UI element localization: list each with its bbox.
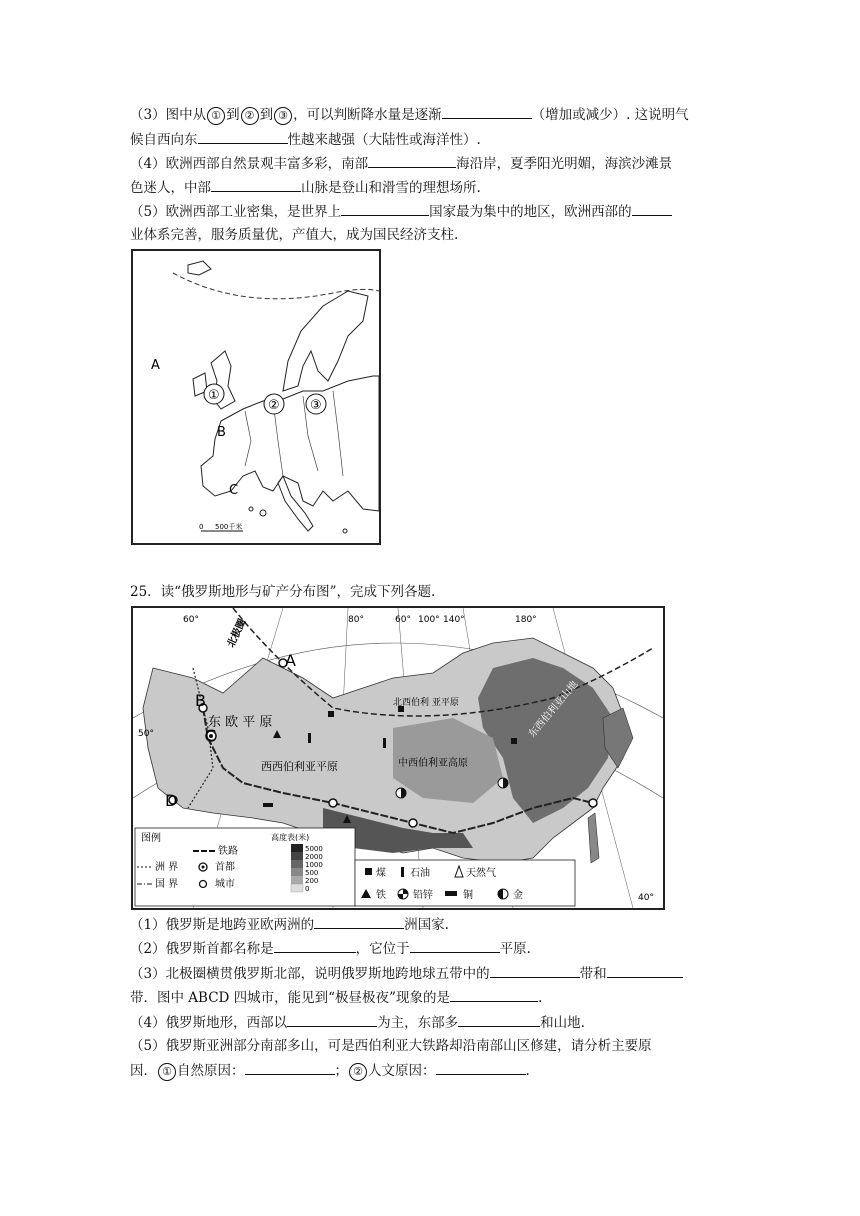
q24-line4a: （4）欧洲西部自然景观丰富多彩，南部 海沿岸，夏季阳光明媚，海滨沙滩景 (130, 153, 672, 174)
svg-text:铁: 铁 (376, 890, 386, 901)
answer-blank[interactable] (410, 938, 500, 953)
answer-blank[interactable] (287, 1012, 377, 1027)
svg-text:60°: 60° (183, 615, 199, 625)
q24-line5b: 业体系完善，服务质量优，产值大，成为国民经济支柱. (130, 227, 459, 243)
island (343, 529, 347, 533)
svg-text:高度表(米): 高度表(米) (271, 833, 310, 842)
answer-blank[interactable] (198, 129, 288, 144)
svg-text:洲 界: 洲 界 (155, 862, 179, 873)
svg-text:0: 0 (305, 885, 310, 893)
oil-marker (308, 733, 311, 743)
mainland-outline (201, 376, 379, 511)
answer-blank[interactable] (450, 987, 538, 1002)
svg-text:A: A (285, 651, 296, 670)
svg-text:城市: 城市 (215, 879, 235, 890)
legend-copper-symbol (445, 891, 457, 896)
island (249, 507, 253, 511)
copper-marker (263, 803, 273, 807)
russia-map-drawing (133, 608, 663, 908)
svg-text:D: D (165, 791, 178, 810)
answer-blank[interactable] (211, 177, 301, 192)
label-a: A (151, 358, 160, 373)
svg-text:200: 200 (305, 877, 319, 885)
svg-text:北极圈: 北极圈 (225, 617, 249, 650)
europe-map (131, 249, 381, 545)
europe-map-drawing (133, 251, 379, 543)
legend-city-symbol (200, 881, 207, 888)
svg-text:天然气: 天然气 (466, 868, 496, 879)
q24-line3a: （3）图中从 ① 到 ② 到 ③ ，可以判断降水量是逐渐 （增加或减少）. 这说明气 (130, 104, 689, 125)
q25-line3a: （3）北极圈横贯俄罗斯北部，说明俄罗斯地跨地球五带中的 带和 (130, 963, 683, 984)
label-b: B (217, 425, 226, 440)
svg-text:80°: 80° (348, 615, 364, 625)
answer-blank[interactable] (442, 104, 532, 119)
q24-line3b: 候自西向东 性越来越强（大陆性或海洋性）. (130, 129, 481, 150)
svg-text:中西伯利亚高原: 中西伯利亚高原 (398, 758, 468, 769)
q25-intro: 25．读“俄罗斯地形与矿产分布图”，完成下列各题. (130, 584, 436, 600)
city-marker (329, 799, 337, 807)
answer-blank[interactable] (314, 914, 404, 929)
svg-text:铁路: 铁路 (218, 846, 238, 857)
arctic-circle-line (173, 273, 379, 299)
country-borders (245, 391, 343, 476)
answer-blank[interactable] (274, 938, 356, 953)
coal-marker (511, 738, 517, 744)
svg-text:铅锌: 铅锌 (413, 890, 433, 901)
answer-blank[interactable] (607, 963, 683, 978)
q25-line4: （4）俄罗斯地形，西部以 为主，东部多 和山地. (130, 1012, 585, 1033)
svg-text:②: ② (268, 398, 280, 413)
legend-oil-symbol (401, 867, 404, 877)
q25-line5b: 因． ① 自然原因： ； ② 人文原因： . (130, 1060, 530, 1081)
svg-text:铜: 铜 (463, 890, 473, 901)
city-marker (589, 799, 597, 807)
svg-text:C: C (205, 726, 217, 745)
sakhalin (588, 813, 599, 863)
answer-blank[interactable] (490, 963, 580, 978)
svg-text:石油: 石油 (410, 868, 430, 879)
legend-coal-symbol (365, 868, 372, 875)
label-c: C (229, 483, 239, 498)
q25-line1: （1）俄罗斯是地跨亚欧两洲的 洲国家. (130, 914, 449, 935)
svg-text:西西伯利亚平原: 西西伯利亚平原 (261, 760, 338, 773)
svg-text:①: ① (208, 388, 220, 403)
q25-line2: （2）俄罗斯首都名称是 ，它位于 平原. (130, 938, 531, 959)
svg-text:5000: 5000 (305, 845, 323, 853)
svg-text:北西伯利 亚平原: 北西伯利 亚平原 (393, 698, 459, 708)
svg-text:50°: 50° (138, 729, 154, 739)
answer-blank[interactable] (436, 1060, 526, 1075)
svg-text:国 界: 国 界 (155, 879, 179, 890)
svg-text:东 欧 平 原: 东 欧 平 原 (208, 715, 273, 730)
svg-text:金: 金 (513, 890, 523, 901)
svg-text:煤: 煤 (376, 868, 386, 879)
q25-line5a: （5）俄罗斯亚洲部分南部多山，可是西伯利亚大铁路却沿南部山区修建，请分析主要原 (130, 1038, 652, 1054)
svg-text:图例: 图例 (141, 833, 161, 844)
svg-text:1000: 1000 (305, 861, 323, 869)
svg-text:60°: 60° (395, 615, 411, 625)
svg-text:40°: 40° (638, 893, 654, 903)
answer-blank[interactable] (368, 153, 456, 168)
q24-line5a: （5）欧洲西部工业密集，是世界上 国家最为集中的地区，欧洲西部的 (130, 201, 672, 222)
oil-marker (383, 738, 386, 748)
answer-blank[interactable] (341, 201, 429, 216)
russia-map (131, 606, 665, 910)
svg-text:B: B (195, 691, 206, 710)
answer-blank[interactable] (632, 201, 672, 216)
iceland-outline (188, 261, 211, 275)
answer-blank[interactable] (458, 1012, 540, 1027)
svg-text:140°: 140° (443, 615, 465, 625)
coal-marker (328, 711, 334, 717)
island (260, 510, 266, 516)
svg-text:180°: 180° (515, 615, 537, 625)
answer-blank[interactable] (245, 1060, 335, 1075)
svg-text:③: ③ (310, 398, 322, 413)
q24-line4b: 色迷人，中部 山脉是登山和滑雪的理想场所. (130, 177, 481, 198)
svg-text:2000: 2000 (305, 853, 323, 861)
city-marker (409, 819, 417, 827)
svg-text:首都: 首都 (215, 862, 235, 873)
svg-text:100°: 100° (418, 615, 440, 625)
svg-text:500: 500 (305, 869, 319, 877)
svg-text:0: 0 (199, 523, 204, 531)
scandinavia-outline (283, 291, 368, 391)
q25-line3b: 带．图中 ABCD 四城市，能见到“极昼极夜”现象的是 . (130, 987, 542, 1008)
svg-text:500千米: 500千米 (215, 523, 243, 531)
svg-text:东西伯利亚山地: 东西伯利亚山地 (526, 679, 581, 740)
